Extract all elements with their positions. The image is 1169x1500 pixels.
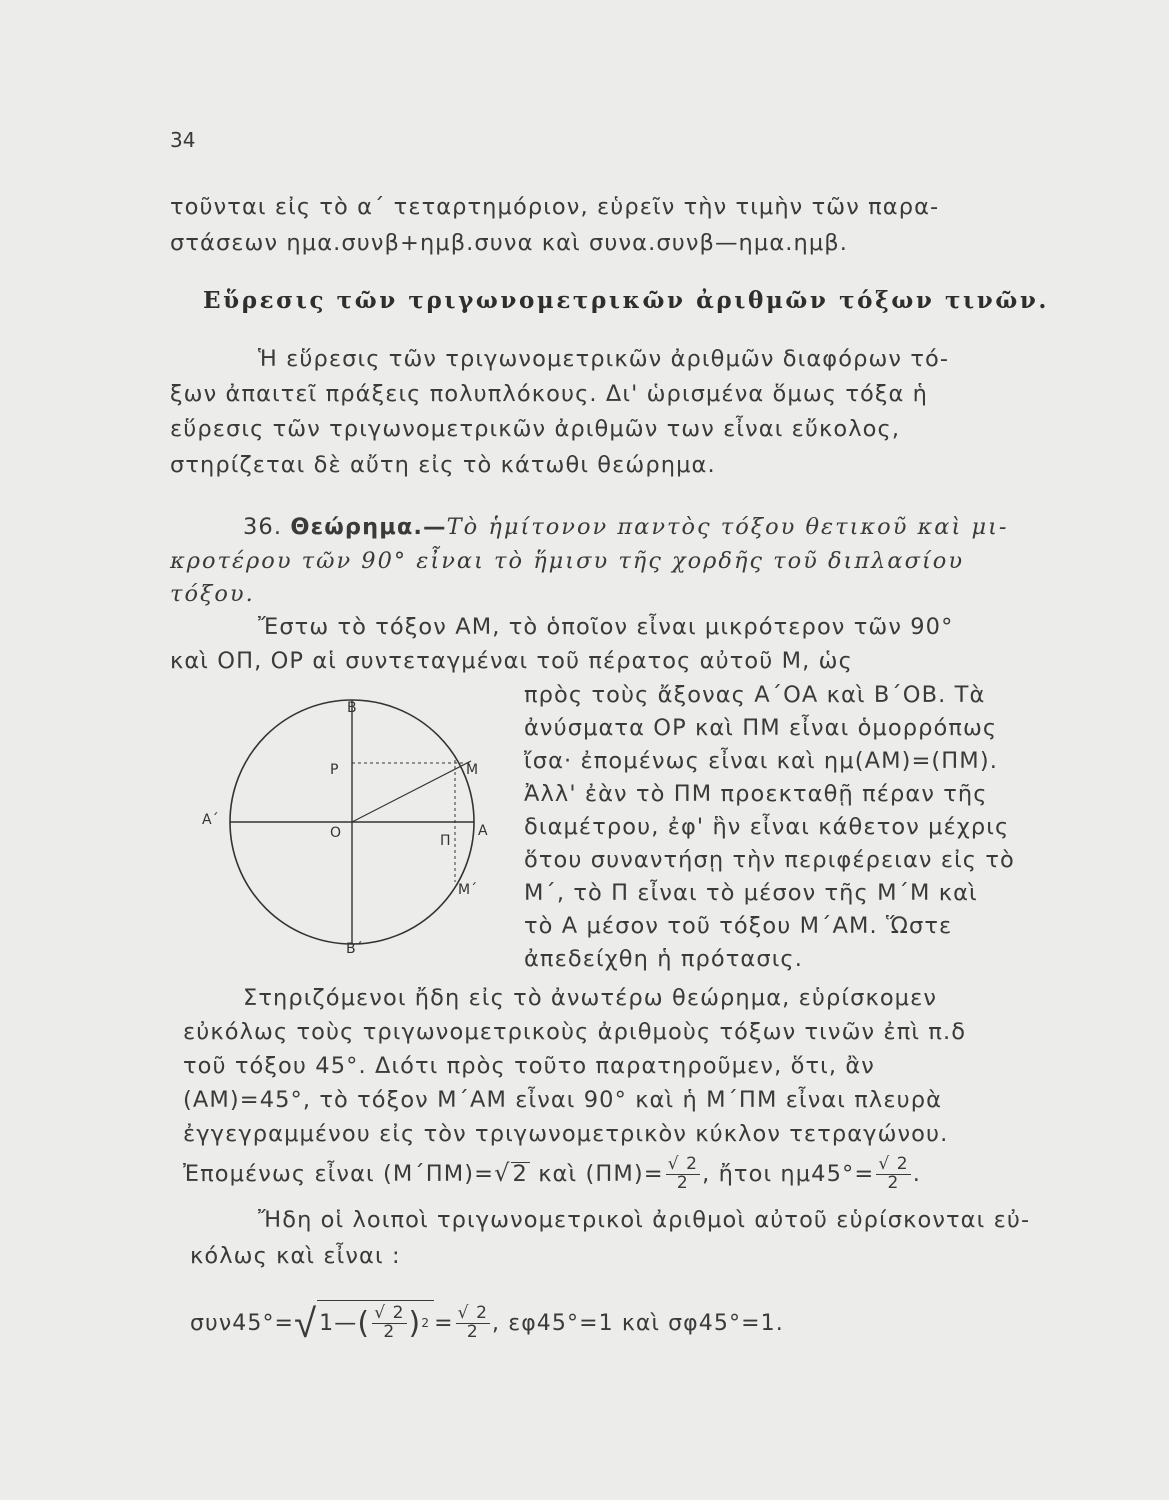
- text-line: ἀπεδείχθη ἡ πρότασις.: [524, 946, 803, 972]
- inner-denominator: 2: [383, 1321, 396, 1342]
- text-line: ὅτου συναντήσῃ τὴν περιφέρειαν εἰς τὸ: [524, 847, 1015, 873]
- text-line: κόλως καὶ εἶναι :: [190, 1243, 401, 1269]
- text-line: ἀνύσματα ΟΡ καὶ ΠΜ εἶναι ὁμορρόπως: [524, 715, 998, 741]
- fraction: [666, 1156, 700, 1193]
- result-fraction: [456, 1305, 490, 1342]
- text-line: πρὸς τοὺς ἄξονας Α΄ΟΑ καὶ Β΄ΟΒ. Τὰ: [524, 682, 986, 708]
- text-line: καὶ ΟΠ, ΟΡ αἱ συντεταγμέναι τοῦ πέρατος αὐτοῦ Μ, ὡς: [170, 648, 853, 674]
- fraction-numerator: √ 2: [667, 1154, 699, 1174]
- text-line: Στηριζόμενοι ἤδη εἰς τὸ ἀνωτέρω θεώρημα, εὑρίσκομεν: [243, 985, 938, 1011]
- label-a-prime: A΄: [202, 812, 219, 828]
- label-b-prime: B΄: [346, 941, 363, 957]
- inner-fraction: [372, 1305, 406, 1342]
- text-line: διαμέτρου, ἐφ' ἣν εἶναι κάθετον μέχρις: [524, 814, 1010, 840]
- formula-line: [183, 1156, 921, 1193]
- fraction-numerator: √ 2: [878, 1154, 909, 1174]
- text-line: στηρίζεται δὲ αὔτη εἰς τὸ κάτωθι θεώρημα.: [170, 452, 716, 478]
- label-pi: Π: [440, 833, 451, 849]
- text-line: Ἀλλ' ἐὰν τὸ ΠΜ προεκταθῇ πέραν τῆς: [524, 781, 988, 807]
- text-line: ἴσα· ἐπομένως εἶναι καὶ ημ(ΑΜ)=(ΠΜ).: [524, 748, 998, 774]
- label-a: A: [478, 823, 488, 839]
- radicand-one: 1: [319, 1310, 335, 1336]
- fraction-denominator: 2: [887, 1172, 900, 1193]
- formula-text-2: καὶ (ΠΜ)=: [529, 1160, 664, 1187]
- final-formula: [190, 1300, 784, 1347]
- fraction: [876, 1156, 910, 1193]
- text-line: Ἡ εὕρεσις τῶν τριγωνομετρικῶν ἀριθμῶν διαφόρων τό-: [258, 346, 950, 372]
- big-sqrt-icon: √: [294, 1300, 318, 1347]
- sqrt-icon: √: [494, 1158, 511, 1187]
- theorem-statement-2: κροτέρου τῶν 90° εἶναι τὸ ἥμισυ τῆς χορδῆς τοῦ διπλασίου: [170, 548, 965, 574]
- section-heading: Εὕρεσις τῶν τριγωνομετρικῶν ἀριθμῶν τόξων τινῶν.: [203, 287, 1050, 314]
- sqrt-radicand: 2: [512, 1160, 528, 1187]
- result-denominator: 2: [466, 1322, 479, 1343]
- text-line: Μ΄, τὸ Π εἶναι τὸ μέσον τῆς Μ΄Μ καὶ: [524, 880, 978, 906]
- paren-close: ): [408, 1305, 422, 1341]
- text-line: στάσεων ημα.συνβ+ημβ.συνα καὶ συνα.συνβ—ημα.ημβ.: [170, 230, 848, 256]
- radicand-minus: —: [334, 1310, 358, 1336]
- text-line: εὐκόλως τοὺς τριγωνομετρικοὺς ἀριθμοὺς τόξων τινῶν ἐπὶ π.δ: [183, 1019, 967, 1045]
- page-number: 34: [170, 128, 196, 152]
- text-line: Ἔστω τὸ τόξον ΑΜ, τὸ ὁποῖον εἶναι μικρότερον τῶν 90°: [258, 614, 954, 640]
- text-line: ξων ἀπαιτεῖ πράξεις πολυπλόκους. Δι' ὡρισμένα ὅμως τόξα ἡ: [170, 381, 929, 407]
- text-line: Ἤδη οἱ λοιποὶ τριγωνομετρικοὶ ἀριθμοὶ αὐτοῦ εὑρίσκονται εὐ-: [258, 1207, 1031, 1233]
- theorem-number: 36.: [243, 514, 283, 540]
- inner-numerator: √ 2: [374, 1303, 405, 1323]
- exponent: 2: [421, 1316, 431, 1331]
- paren-open: (: [357, 1305, 371, 1341]
- radius-om: [352, 761, 471, 822]
- formula-text-3: , ἤτοι ημ45°=: [702, 1160, 875, 1187]
- big-radicand: [317, 1300, 434, 1342]
- text-line: (ΑΜ)=45°, τὸ τόξον Μ΄ΑΜ εἶναι 90° καὶ ἡ Μ΄ΠΜ εἶναι πλευρὰ: [183, 1087, 943, 1113]
- label-p: P: [330, 762, 339, 778]
- text-line: τοῦνται εἰς τὸ α΄ τεταρτημόριον, εὑρεῖν τὴν τιμὴν τῶν παρα-: [170, 194, 940, 220]
- theorem-label: Θεώρημα.—: [290, 514, 447, 540]
- unit-circle-figure: [190, 690, 510, 970]
- formula-text-1: Ἐπομένως εἶναι (Μ΄ΠΜ)=: [183, 1160, 495, 1187]
- label-b: B: [347, 700, 357, 716]
- label-m-prime: M΄: [458, 882, 478, 898]
- final-lhs: συν45°=: [190, 1310, 295, 1336]
- result-numerator: √ 2: [457, 1303, 489, 1324]
- theorem-statement-3: τόξου.: [170, 581, 255, 607]
- label-o: O: [330, 825, 342, 841]
- text-line: τὸ Α μέσον τοῦ τόξου Μ΄ΑΜ. Ὥστε: [524, 913, 953, 939]
- text-line: τοῦ τόξου 45°. Διότι πρὸς τοῦτο παρατηροῦμεν, ὅτι, ἂν: [183, 1053, 875, 1079]
- label-m: M: [466, 762, 479, 778]
- theorem-statement-1: Τὸ ἡμίτονον παντὸς τόξου θετικοῦ καὶ μι-: [446, 514, 1009, 540]
- text-line: εὕρεσις τῶν τριγωνομετρικῶν ἀριθμῶν των εἶναι εὔκολος,: [170, 416, 901, 442]
- final-rest: , εφ45°=1 καὶ σφ45°=1.: [492, 1310, 784, 1336]
- final-eq: =: [434, 1310, 454, 1336]
- fraction-denominator: 2: [676, 1172, 689, 1193]
- theorem-line: [243, 514, 1009, 540]
- formula-text-4: .: [912, 1160, 921, 1187]
- text-line: ἐγγεγραμμένου εἰς τὸν τριγωνομετρικὸν κύκλον τετραγώνου.: [183, 1121, 949, 1147]
